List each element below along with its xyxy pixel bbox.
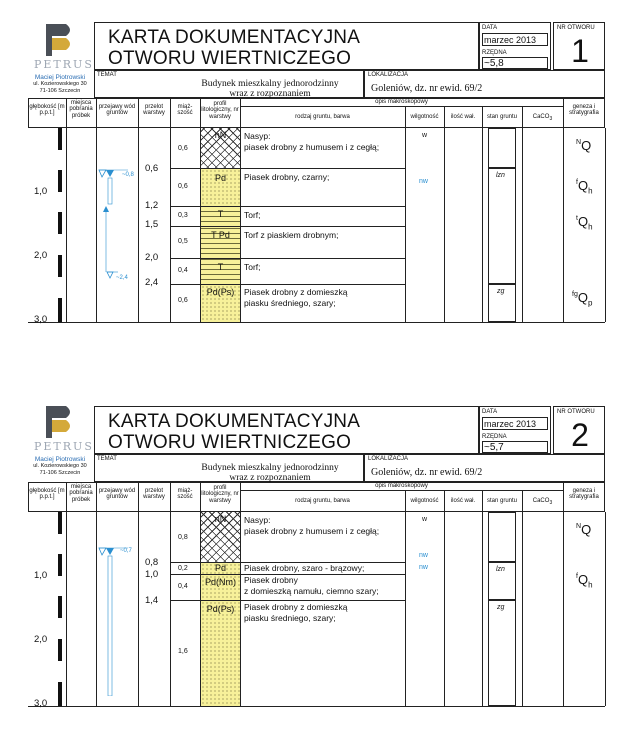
layer-thickness: 0,6 (178, 183, 188, 190)
nr-box: NR OTWORU 2 (553, 406, 605, 454)
title-box (94, 22, 479, 70)
depth-tick: 1,0 (34, 186, 48, 197)
header-stan: stan gruntu (486, 498, 518, 504)
nr-box: NR OTWORU 1 (553, 22, 605, 70)
date-box: DATA marzec 2013 RZĘDNA ~5,7 (479, 406, 551, 454)
temat-value: Budynek mieszkalny jednorodzinny wraz z rozpoznaniem (201, 79, 339, 99)
layer-description: Piasek drobny z domieszką namułu, ciemno szary; (244, 575, 379, 596)
header-caco3: CaCO$_3$ (532, 114, 553, 123)
header-stan: stan gruntu (486, 114, 518, 120)
temat-box: TEMAT Budynek mieszkalny jednorodzinny wraz z rozpoznaniem (94, 454, 364, 482)
layer-thickness: 0,5 (178, 238, 188, 245)
litho-layer: Pd(Ps) (201, 284, 240, 322)
depth-tick: 2,0 (34, 250, 48, 261)
litho-layer: T Pd (201, 226, 240, 258)
borehole-number: 1 (571, 33, 589, 69)
boundary-depth: 1,0 (145, 569, 159, 580)
litho-layer: Pd(Ps) (201, 600, 240, 706)
lokalizacja-box: LOKALIZACJA Goleniów, dz. nr ewid. 69/2 (364, 70, 605, 98)
borehole-number: 2 (571, 417, 589, 453)
boundary-depth: 1,2 (145, 200, 159, 211)
layer-thickness: 0,8 (178, 534, 188, 541)
rzedna-value: ~5,8 (482, 57, 548, 69)
water-level-icon (98, 546, 138, 696)
card-title: KARTA DOKUMENTACYJNA OTWORU WIERTNICZEGO (108, 411, 361, 453)
stan-box (488, 128, 516, 168)
layer-thickness: 0,2 (178, 565, 188, 572)
boundary-depth: 0,8 (145, 557, 159, 568)
boundary-depth: 1,4 (145, 595, 159, 606)
boundary-depth: 0,6 (145, 163, 159, 174)
stan-value: zg (497, 288, 505, 295)
header-glebokosc: głębokość [m p.p.t.] (29, 488, 65, 501)
header-wilgotnosc: wilgotność (410, 498, 439, 504)
stan-box (488, 512, 516, 562)
company-brand: PETRUS (34, 58, 94, 71)
moisture-value: w (422, 516, 428, 523)
moisture-value: w (422, 132, 428, 139)
header-miazszosc: miąż- szość (177, 488, 193, 501)
layer-description: Torf; (244, 210, 261, 220)
date-value: marzec 2013 (482, 33, 548, 46)
header-geneza: geneza i stratygrafia (569, 488, 599, 501)
stratigraphy-symbol: $^{fg}Q_p$ (572, 290, 593, 308)
litho-layer: Pd(Nm) (201, 574, 240, 600)
layer-thickness: 0,6 (178, 145, 188, 152)
company-address: Maciej Piotrowski ul. Kozierowskiego 30 71-106 Szczecin (33, 456, 87, 476)
layer-description: Piasek drobny, czarny; (244, 172, 330, 182)
header-geneza: geneza i stratygrafia (569, 104, 599, 117)
lokalizacja-value: Goleniów, dz. nr ewid. 69/2 (371, 467, 483, 478)
stan-value: zg (497, 604, 505, 611)
card-title: KARTA DOKUMENTACYJNA OTWORU WIERTNICZEGO (108, 27, 361, 69)
stan-value: lzn (496, 566, 505, 573)
date-value: marzec 2013 (482, 417, 548, 430)
header-miejsca: miejsca pobrania próbek (69, 100, 93, 119)
company-address: Maciej Piotrowski ul. Kozierowskiego 30 71-106 Szczecin (33, 74, 87, 94)
moisture-value: nw (419, 178, 428, 185)
stratigraphy-symbol: $^fQ_h$ (576, 178, 593, 196)
layer-description: Torf; (244, 262, 261, 272)
stratigraphy-symbol: $^N$Q (576, 522, 592, 537)
borehole-card-2 (0, 382, 633, 712)
temat-value: Budynek mieszkalny jednorodzinny wraz z rozpoznaniem (201, 463, 339, 483)
borehole-card-1 (0, 0, 633, 330)
water-level-second: ~2,4 (116, 275, 128, 281)
stratigraphy-symbol: $^N$Q (576, 138, 592, 153)
header-przejawy: przejawy wód gruntów (98, 488, 136, 501)
depth-ruler (58, 128, 62, 150)
header-ilosc: ilość wał. (450, 498, 476, 504)
litho-layer: T (201, 258, 240, 284)
header-ilosc: ilość wał. (450, 114, 476, 120)
header-profil: profil litologiczny, nr warstwy (201, 101, 239, 120)
layer-thickness: 0,4 (178, 267, 188, 274)
layer-description: Torf z piaskiem drobnym; (244, 230, 339, 240)
stratigraphy-symbol: $^tQ_h$ (576, 214, 593, 232)
temat-box: TEMAT Budynek mieszkalny jednorodzinny wraz z rozpoznaniem (94, 70, 364, 98)
depth-ruler (58, 512, 62, 534)
header-miazszosc: miąż- szość (177, 104, 193, 117)
layer-thickness: 0,6 (178, 297, 188, 304)
litho-layer: Pd (201, 168, 240, 206)
lokalizacja-value: Goleniów, dz. nr ewid. 69/2 (371, 83, 483, 94)
water-level-first: ~0,7 (120, 548, 132, 554)
boundary-depth: 1,5 (145, 219, 159, 230)
header-wilgotnosc: wilgotność (410, 114, 439, 120)
boundary-depth: 2,0 (145, 252, 159, 263)
layer-thickness: 0,4 (178, 583, 188, 590)
company-logo-icon (44, 22, 76, 56)
water-level-icon (98, 168, 138, 288)
stan-value: lzn (496, 172, 505, 179)
depth-tick: 3,0 (34, 698, 48, 709)
layer-description: Nasyp: piasek drobny z humusem i z cegłą; (244, 515, 380, 536)
header-profil: profil litologiczny, nr warstwy (201, 485, 239, 504)
depth-tick: 2,0 (34, 634, 48, 645)
header-glebokosc: głębokość [m p.p.t.] (29, 104, 65, 117)
header-opis: opis makroskopowy (375, 483, 428, 489)
title-box (94, 406, 479, 454)
header-przejawy: przejawy wód gruntów (98, 104, 136, 117)
rzedna-value: ~5,7 (482, 441, 548, 453)
moisture-value: nw (419, 552, 428, 559)
stan-box (488, 168, 516, 284)
litho-layer: Pd (201, 562, 240, 574)
litho-layer: T (201, 206, 240, 226)
header-rodzaj: rodzaj gruntu, barwa (295, 498, 350, 504)
layer-description: Piasek drobny z domieszką piasku średniego, szary; (244, 602, 348, 623)
depth-tick: 3,0 (34, 314, 48, 325)
litho-layer: nN (201, 128, 240, 168)
boundary-depth: 2,4 (145, 277, 159, 288)
stratigraphy-symbol: $^fQ_h$ (576, 572, 593, 590)
header-caco3: CaCO$_3$ (532, 498, 553, 507)
water-level-first: ~0,8 (122, 172, 134, 178)
header-miejsca: miejsca pobrania próbek (69, 484, 93, 503)
stan-box (488, 600, 516, 706)
header-przelot: przelot warstwy (143, 104, 165, 117)
layer-description: Nasyp: piasek drobny z humusem i z cegłą; (244, 131, 380, 152)
date-box: DATA marzec 2013 RZĘDNA ~5,8 (479, 22, 551, 70)
company-logo-icon (44, 404, 76, 438)
layer-description: Piasek drobny, szaro - brązowy; (244, 563, 365, 573)
company-brand: PETRUS (34, 440, 94, 453)
header-rodzaj: rodzaj gruntu, barwa (295, 114, 350, 120)
header-przelot: przelot warstwy (143, 488, 165, 501)
header-opis: opis makroskopowy (375, 99, 428, 105)
litho-layer: nN (201, 512, 240, 562)
lokalizacja-box: LOKALIZACJA Goleniów, dz. nr ewid. 69/2 (364, 454, 605, 482)
layer-thickness: 1,6 (178, 648, 188, 655)
layer-thickness: 0,3 (178, 212, 188, 219)
layer-description: Piasek drobny z domieszką piasku średniego, szary; (244, 287, 348, 308)
depth-tick: 1,0 (34, 570, 48, 581)
moisture-value: nw (419, 564, 428, 571)
